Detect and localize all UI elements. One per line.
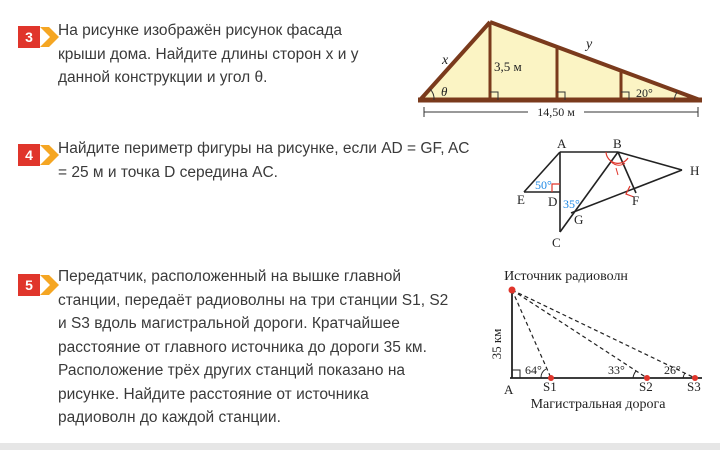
label-A: A — [557, 136, 567, 151]
text-line: расстояние от главного источника до дороги 35 км. — [58, 338, 427, 356]
label-G: G — [574, 212, 584, 227]
right-angle-mark — [512, 370, 520, 378]
label-x: x — [442, 53, 449, 68]
text-line: станции, передаёт радиоволны на три станции S1, S2 — [58, 291, 449, 309]
source-point — [509, 287, 516, 294]
label-F: F — [632, 193, 640, 208]
label-base: 14,50 м — [537, 105, 575, 119]
label-angle-33: 33° — [608, 363, 625, 377]
problem-number: 4 — [25, 147, 33, 163]
text-line: = 25 м и точка D середина AC. — [58, 163, 278, 181]
text-line: крыши дома. Найдите длины сторон x и y — [58, 45, 359, 63]
label-D: D — [548, 194, 558, 209]
problem-number: 5 — [25, 277, 33, 293]
label-E: E — [517, 192, 525, 207]
label-angle-64: 64° — [525, 363, 542, 377]
label-angle-50: 50° — [535, 178, 552, 192]
label-S2: S2 — [639, 379, 653, 394]
text-line: и S3 вдоль магистральной дороги. Кратчайшее — [58, 315, 400, 332]
label-height: 35 км — [489, 328, 504, 360]
text-line: Передатчик, расположенный на вышке главной — [58, 268, 401, 285]
text-line: Найдите периметр фигуры на рисунке, если AD = GF, AC — [58, 140, 470, 157]
label-A: A — [504, 382, 514, 397]
label-S1: S1 — [543, 379, 557, 394]
text-line: радиоволн до каждой станции. — [58, 409, 281, 426]
road-label: Магистральная дорога — [530, 397, 666, 412]
problem-number: 3 — [25, 29, 33, 45]
bottom-divider — [0, 443, 720, 450]
label-theta: θ — [441, 84, 448, 99]
label-y: y — [586, 37, 593, 52]
label-angle-20: 20° — [636, 86, 653, 100]
text-line: На рисунке изображён рисунок фасада — [58, 22, 342, 39]
text-line: рисунке. Найдите расстояние от источника — [58, 385, 369, 403]
label-angle-35: 35° — [563, 197, 580, 211]
label-angle-26: 26° — [664, 363, 681, 377]
label-height: 3,5 м — [494, 59, 522, 74]
angle-arc-33 — [633, 371, 636, 378]
label-S3: S3 — [687, 379, 701, 394]
label-B: B — [613, 136, 622, 151]
label-H: H — [690, 163, 700, 178]
figure-title: Источник радиоволн — [504, 269, 628, 284]
text-line: данной конструкции и угол θ. — [58, 69, 268, 86]
label-C: C — [552, 235, 561, 250]
text-line: Расположение трёх других станций показано на — [58, 362, 406, 379]
